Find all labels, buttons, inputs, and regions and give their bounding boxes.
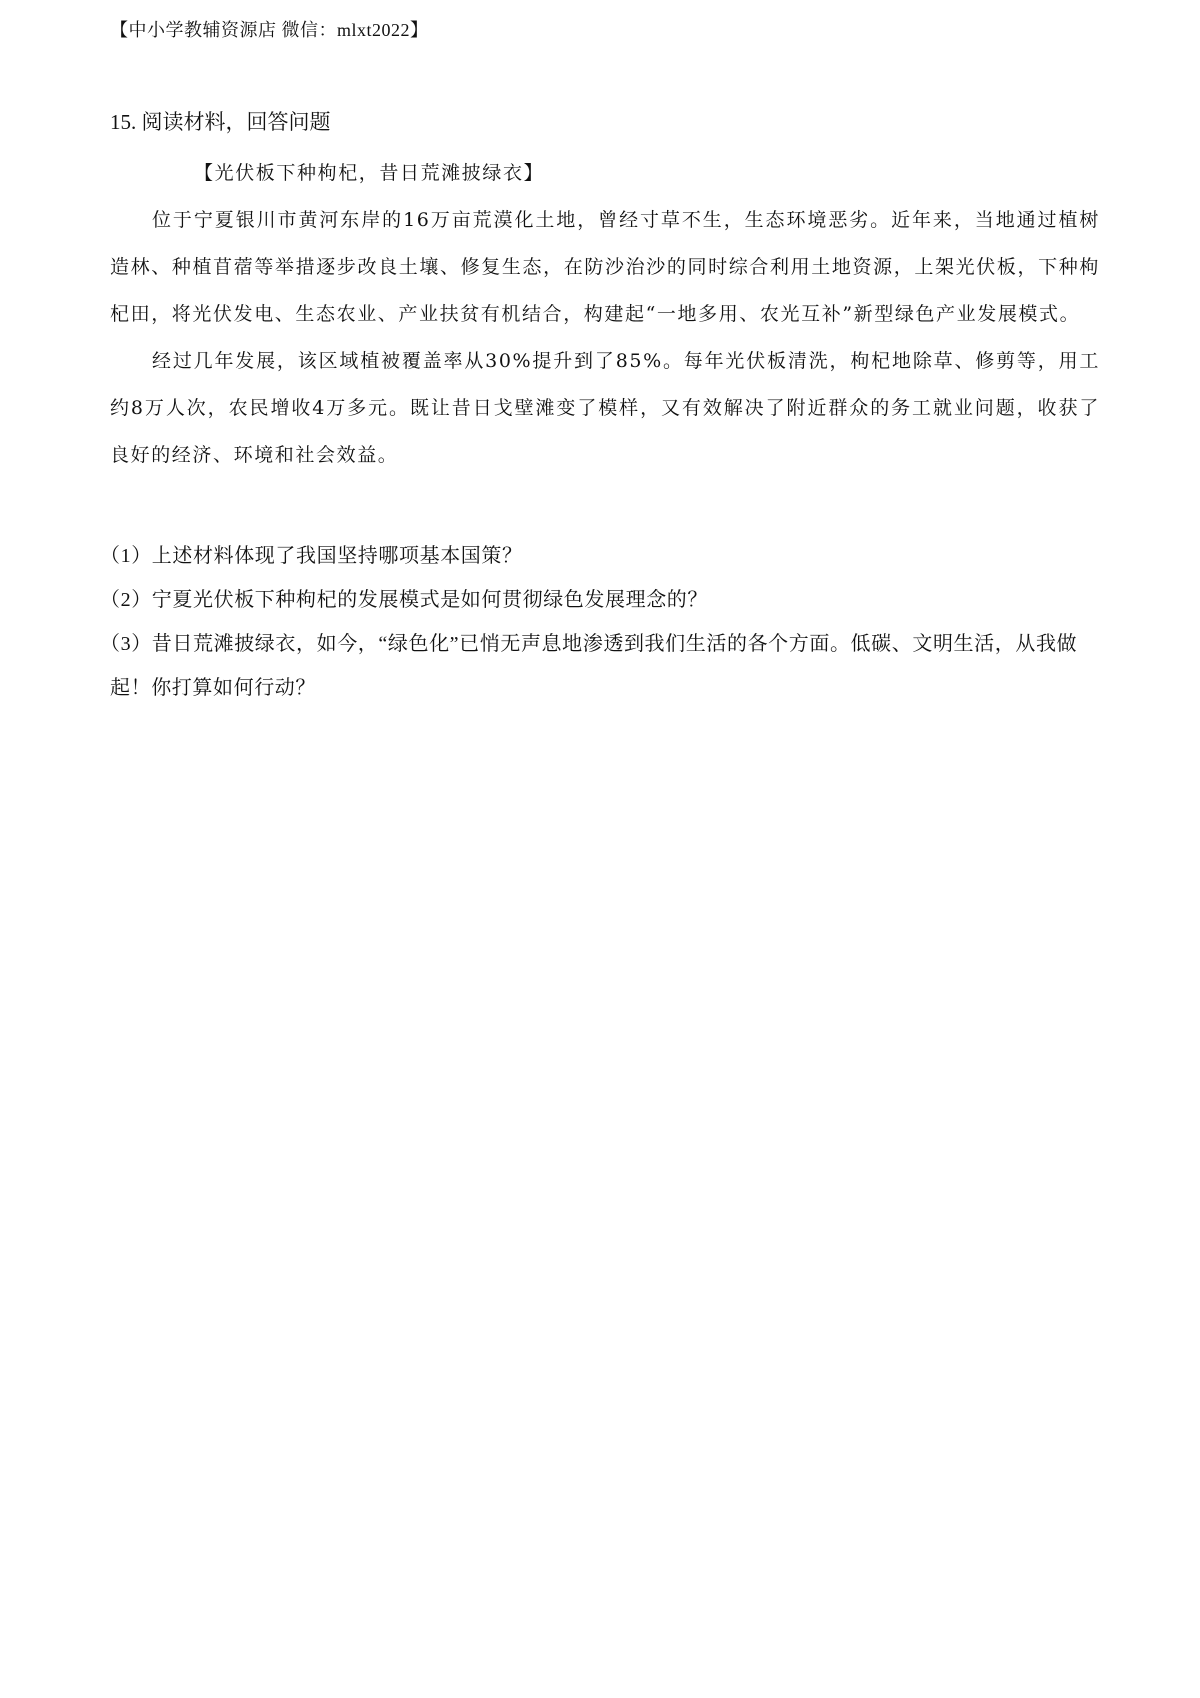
page-header: 【中小学教辅资源店 微信：mlxt2022】	[110, 20, 429, 40]
material-paragraph-2: 经过几年发展，该区域植被覆盖率从30%提升到了85%。每年光伏板清洗，枸杞地除草、修剪等，用工约8万人次，农民增收4万多元。既让昔日戈壁滩变了模样，又有效解决了附近群众的务工就业问题，收获了良好的经济、环境和社会效益。	[110, 350, 1100, 466]
sub-question-1: （1）上述材料体现了我国坚持哪项基本国策？	[100, 545, 523, 567]
sub-questions	[100, 534, 1100, 710]
question-title: 15. 阅读材料，回答问题	[110, 110, 331, 134]
material-paragraph-1: 位于宁夏银川市黄河东岸的16万亩荒漠化土地，曾经寸草不生，生态环境恶劣。近年来，当地通过植树造林、种植苜蓿等举措逐步改良土壤、修复生态，在防沙治沙的同时综合利用土地资源，上架光伏板，下种枸杞田，将光伏发电、生态农业、产业扶贫有机结合，构建起“一地多用、农光互补”新型绿色产业发展模式。	[110, 209, 1100, 325]
reading-material	[110, 150, 1100, 479]
material-title: 【光伏板下种枸杞，昔日荒滩披绿衣】	[194, 162, 545, 184]
sub-question-3: （3）昔日荒滩披绿衣，如今，“绿色化”已悄无声息地渗透到我们生活的各个方面。低碳、文明生活，从我做起！你打算如何行动？	[100, 633, 1078, 699]
sub-question-2: （2）宁夏光伏板下种枸杞的发展模式是如何贯彻绿色发展理念的？	[100, 589, 708, 611]
